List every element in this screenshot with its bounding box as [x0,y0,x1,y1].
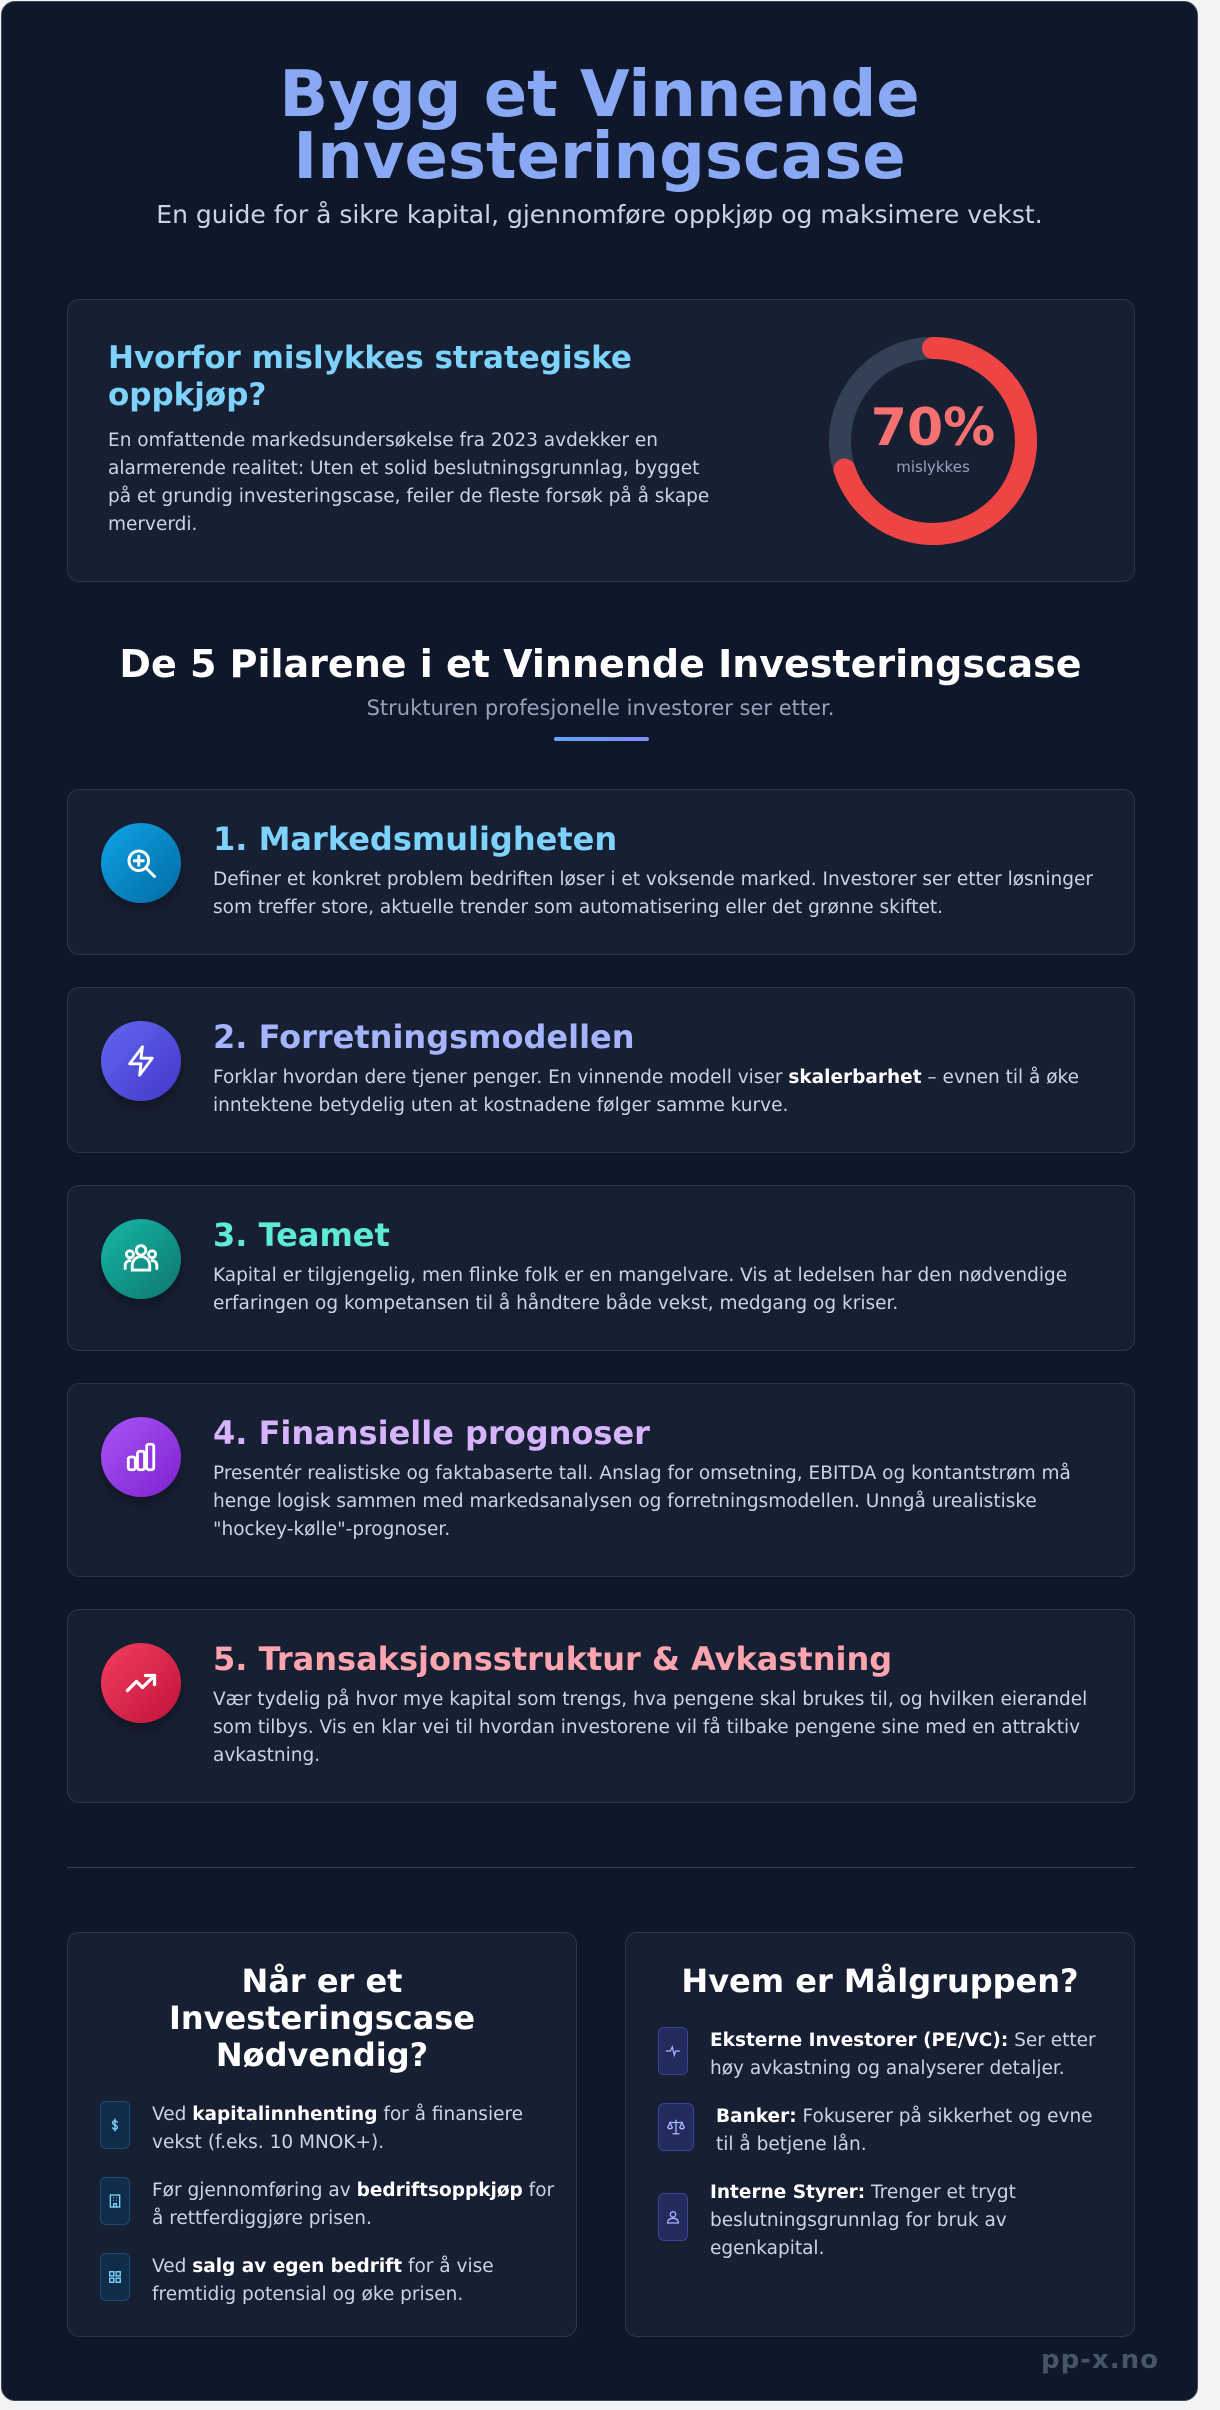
why-card [67,299,1135,582]
text-emphasis: Eksterne Investorer (PE/VC): [710,2030,1009,2051]
user-icon [658,2193,688,2241]
audience-item-text [710,2179,1114,2263]
search-plus-icon [101,823,181,903]
when-card [67,1932,577,2337]
pillar-text [213,1686,1103,1770]
stat-label: mislykkes [896,458,970,476]
pillar-text-part: Vær tydelig på hvor mye kapital som trengs, hva pengene skal brukes til, og hvilken eierandel som tilbys. Vis en klar vei til hvordan investorene vil få tilbake pengene sine med en attraktiv avkastning. [213,1689,1088,1766]
scale-icon [658,2103,694,2151]
pillar-title: 4. Finansielle prognoser [213,1414,650,1452]
text-emphasis: salg av egen bedrift [192,2256,403,2277]
lightning-icon [101,1021,181,1101]
when-item [100,2101,556,2157]
audience-item-text [710,2027,1114,2083]
when-item-text [152,2177,556,2233]
building-icon [100,2177,130,2225]
pillar-card-financials [67,1383,1135,1577]
text-part: Før gjennomføring av [152,2180,357,2201]
pillar-title: 5. Transaksjonsstruktur & Avkastning [213,1640,893,1678]
pillar-text [213,1064,1103,1120]
audience-item [658,2103,1114,2159]
pillar-card-business-model [67,987,1135,1153]
text-part: for å vise fremtidig potensial og øke prisen. [152,2256,494,2305]
text-emphasis: bedriftsoppkjøp [356,2180,523,2201]
page-title: Bygg et Vinnende Investeringscase [279,58,920,194]
when-item-text [152,2101,556,2157]
text-emphasis: Banker: [716,2106,797,2127]
activity-icon [658,2027,688,2075]
audience-item [658,2027,1114,2083]
pillars-subtitle: Strukturen profesjonelle investorer ser etter. [366,696,835,720]
pillar-text-part: Kapital er tilgjengelig, men flinke folk er en mangelvare. Vis at ledelsen har den nødvendige erfaringen og kompetansen til å håndtere både vekst, medgang og kriser. [213,1265,1068,1314]
text-emphasis: Interne Styrer: [710,2182,866,2203]
when-item-text [152,2253,556,2309]
watermark: pp-x.no [1040,2345,1159,2375]
bar-chart-icon [101,1417,181,1497]
text-part: Ved [152,2256,193,2277]
pillar-title: 1. Markedsmuligheten [213,820,618,858]
pillar-title: 3. Teamet [213,1216,390,1254]
team-icon [101,1219,181,1299]
page-subtitle: En guide for å sikre kapital, gjennomføre oppkjøp og maksimere vekst. [156,200,1043,229]
when-item [100,2253,556,2309]
pillar-text-part: Presentér realistiske og faktabaserte tall. Anslag for omsetning, EBITDA og kontantstrøm må henge logisk sammen med markedsanalysen og forretningsmodellen. Unngå urealistiske "hockey-kølle"-prognoser. [213,1463,1071,1540]
text-part: Ved [152,2104,193,2125]
text-part: Fokuserer på sikkerhet og evne til å betjene lån. [716,2106,1093,2155]
pillar-card-market [67,789,1135,955]
grid-icon [100,2253,130,2301]
when-title: Når er et Investeringscase Nødvendig? [168,1962,476,2074]
stat-value: 70% [870,398,996,458]
heading-underline [554,737,649,741]
when-item [100,2177,556,2233]
text-part: for å rettferdiggjøre prisen. [152,2180,555,2229]
pillar-text-emphasis: skalerbarhet [788,1067,922,1088]
text-part: Ser etter høy avkastning og analyserer detaljer. [710,2030,1096,2079]
pillar-card-transaction [67,1609,1135,1803]
why-title: Hvorfor mislykkes strategiske oppkjøp? [108,340,632,413]
dollar-icon [100,2101,130,2149]
pillar-title: 2. Forretningsmodellen [213,1018,635,1056]
infographic-page [1,1,1198,2401]
pillar-text [213,1262,1103,1318]
pillar-text-part: Definer et konkret problem bedriften løser i et voksende marked. Investorer ser etter løsninger som treffer store, aktuelle trender som automatisering eller det grønne skiftet. [213,869,1093,918]
audience-item [658,2179,1114,2263]
trending-up-icon [101,1643,181,1723]
hero [2,2,1197,229]
audience-card [625,1932,1135,2337]
why-text: En omfattende markedsundersøkelse fra 2023 avdekker en alarmerende realitet: Uten et solid beslutningsgrunnlag, bygget på et grundig investeringscase, feiler de fleste forsøk på å skape merverdi. [108,430,710,535]
text-part: for å finansiere vekst (f.eks. 10 MNOK+). [152,2104,524,2153]
text-emphasis: kapitalinnhenting [192,2104,378,2125]
pillars-heading [2,642,1198,720]
pillar-text [213,866,1103,922]
pillars-title: De 5 Pilarene i et Vinnende Investeringscase [119,642,1082,686]
pillar-text-part: – evnen til å øke inntektene betydelig uten at kostnadene følger samme kurve. [213,1067,1079,1116]
text-part: Trenger et trygt beslutningsgrunnlag for bruk av egenkapital. [710,2182,1016,2259]
section-divider [67,1867,1135,1868]
pillar-text [213,1460,1103,1544]
audience-item-text [716,2103,1114,2159]
pillar-text-part: Forklar hvordan dere tjener penger. En vinnende modell viser [213,1067,789,1088]
pillar-card-team [67,1185,1135,1351]
audience-title: Hvem er Målgruppen? [681,1962,1079,2000]
